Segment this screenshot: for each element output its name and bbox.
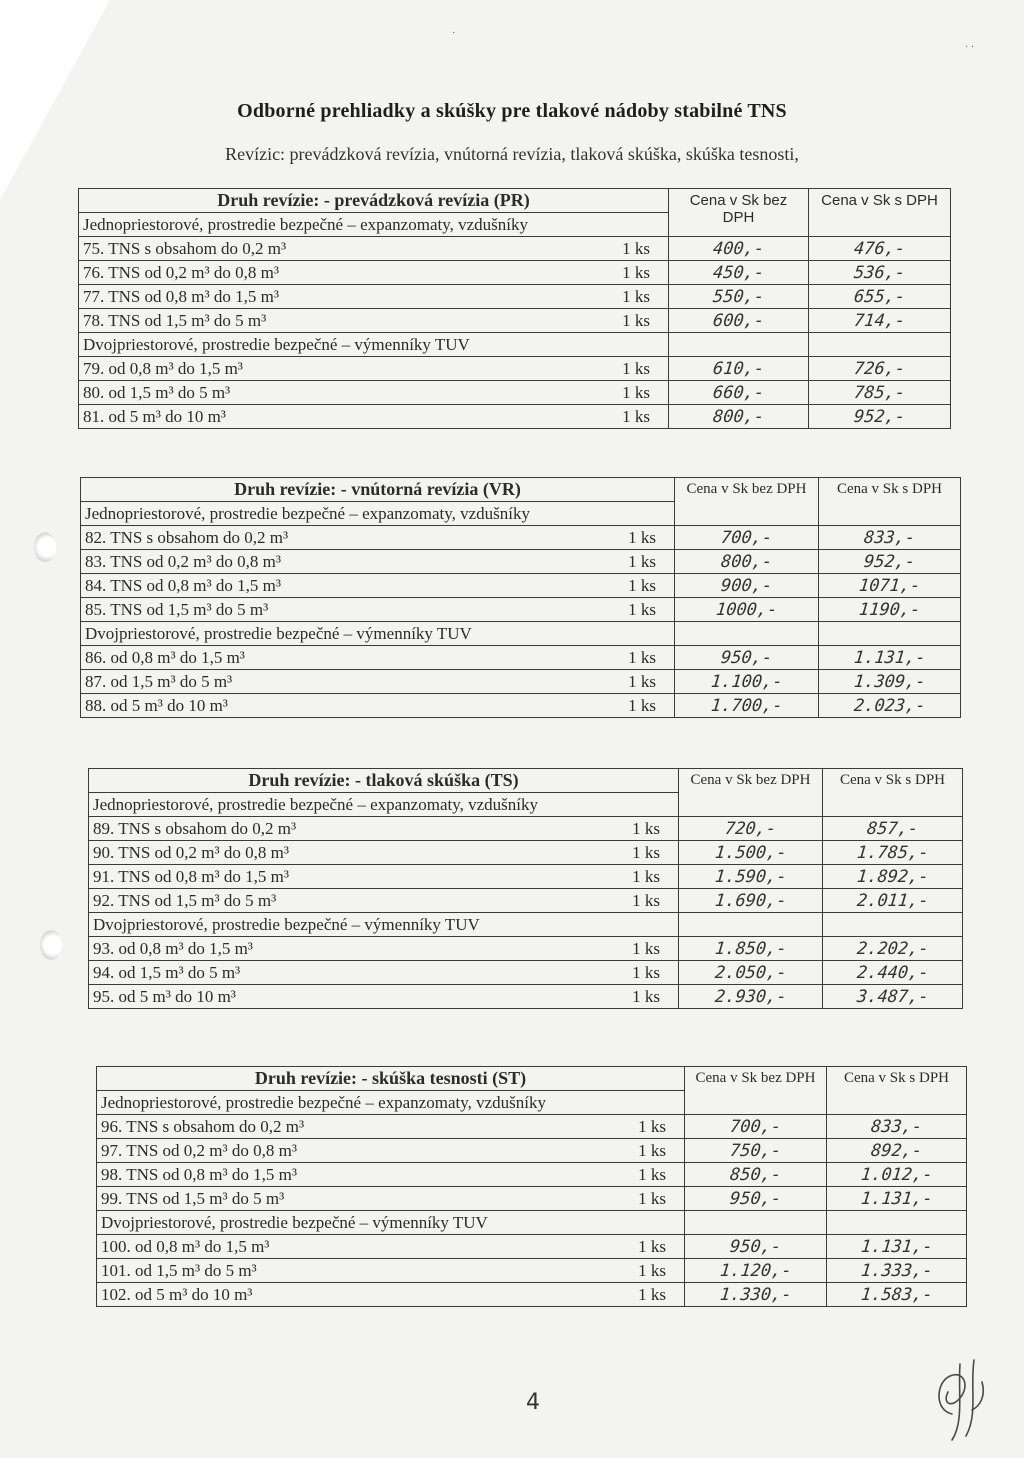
price-no-vat: 950,- bbox=[728, 1188, 783, 1209]
column-header-price-vat: Cena v Sk s DPH bbox=[819, 478, 961, 526]
row-quantity: 1 ks bbox=[632, 842, 660, 862]
table-row bbox=[89, 841, 963, 865]
group-label-double: Dvojpriestorové, prostredie bezpečné – výmenníky TUV bbox=[89, 913, 679, 937]
row-label: 94. od 1,5 m³ do 5 m³ bbox=[93, 962, 241, 982]
page-number: 4 bbox=[526, 1390, 540, 1415]
column-header-price-no-vat: Cena v Sk bez DPH bbox=[679, 769, 823, 817]
row-quantity: 1 ks bbox=[628, 695, 656, 715]
column-header-price-vat: Cena v Sk s DPH bbox=[809, 189, 951, 237]
section-heading: Druh revízie: - tlaková skúška (TS) bbox=[89, 769, 679, 793]
row-label: 76. TNS od 0,2 m³ do 0,8 m³ bbox=[83, 262, 279, 282]
row-quantity: 1 ks bbox=[632, 986, 660, 1006]
price-no-vat: 550,- bbox=[711, 286, 766, 307]
row-label: 77. TNS od 0,8 m³ do 1,5 m³ bbox=[83, 286, 279, 306]
price-no-vat: 750,- bbox=[728, 1140, 783, 1161]
page-title: Odborné prehliadky a skúšky pre tlakové nádoby stabilné TNS bbox=[237, 100, 787, 122]
table-row bbox=[89, 865, 963, 889]
price-with-vat: 1.785,- bbox=[855, 842, 930, 863]
price-no-vat: 1.120,- bbox=[718, 1260, 793, 1281]
row-quantity: 1 ks bbox=[638, 1236, 666, 1256]
price-no-vat: 800,- bbox=[719, 551, 774, 572]
price-with-vat: 726,- bbox=[852, 358, 907, 379]
row-label: 84. TNS od 0,8 m³ do 1,5 m³ bbox=[85, 575, 281, 595]
price-with-vat: 476,- bbox=[852, 238, 907, 259]
table-row bbox=[97, 1115, 967, 1139]
row-quantity: 1 ks bbox=[632, 938, 660, 958]
row-label: 102. od 5 m³ do 10 m³ bbox=[101, 1284, 253, 1304]
row-quantity: 1 ks bbox=[638, 1188, 666, 1208]
row-quantity: 1 ks bbox=[628, 551, 656, 571]
row-label: 91. TNS od 0,8 m³ do 1,5 m³ bbox=[93, 866, 289, 886]
row-quantity: 1 ks bbox=[622, 262, 650, 282]
section-heading: Druh revízie: - vnútorná revízia (VR) bbox=[81, 478, 675, 502]
row-label: 75. TNS s obsahom do 0,2 m³ bbox=[83, 238, 287, 258]
table-row bbox=[79, 405, 951, 429]
row-quantity: 1 ks bbox=[628, 671, 656, 691]
price-with-vat: 1.333,- bbox=[859, 1260, 934, 1281]
table-row bbox=[81, 550, 961, 574]
row-label: 98. TNS od 0,8 m³ do 1,5 m³ bbox=[101, 1164, 297, 1184]
price-no-vat: 950,- bbox=[728, 1236, 783, 1257]
table-skuska-tesnosti bbox=[96, 1066, 967, 1307]
price-with-vat: 1.892,- bbox=[855, 866, 930, 887]
row-quantity: 1 ks bbox=[622, 382, 650, 402]
row-quantity: 1 ks bbox=[622, 406, 650, 426]
price-with-vat: 833,- bbox=[869, 1116, 924, 1137]
row-label: 85. TNS od 1,5 m³ do 5 m³ bbox=[85, 599, 269, 619]
column-header-price-vat: Cena v Sk s DPH bbox=[827, 1067, 967, 1115]
row-quantity: 1 ks bbox=[622, 238, 650, 258]
price-no-vat: 2.050,- bbox=[713, 962, 788, 983]
row-quantity: 1 ks bbox=[622, 286, 650, 306]
price-no-vat: 400,- bbox=[711, 238, 766, 259]
table-row bbox=[81, 598, 961, 622]
column-header-price-no-vat: Cena v Sk bez DPH bbox=[669, 189, 809, 237]
row-label: 87. od 1,5 m³ do 5 m³ bbox=[85, 671, 233, 691]
row-quantity: 1 ks bbox=[622, 310, 650, 330]
price-with-vat: 857,- bbox=[865, 818, 920, 839]
handwritten-signature bbox=[930, 1352, 994, 1444]
price-no-vat: 2.930,- bbox=[713, 986, 788, 1007]
price-with-vat: 1.131,- bbox=[859, 1236, 934, 1257]
price-with-vat: 1.131,- bbox=[852, 647, 927, 668]
row-label: 88. od 5 m³ do 10 m³ bbox=[85, 695, 228, 715]
row-quantity: 1 ks bbox=[638, 1260, 666, 1280]
table-row bbox=[97, 1259, 967, 1283]
row-quantity: 1 ks bbox=[638, 1164, 666, 1184]
price-with-vat: 536,- bbox=[852, 262, 907, 283]
table-row bbox=[97, 1139, 967, 1163]
table-row bbox=[79, 261, 951, 285]
table-tlakova-skuska bbox=[88, 768, 963, 1009]
group-label-single: Jednopriestorové, prostredie bezpečné – expanzomaty, vzdušníky bbox=[81, 502, 675, 526]
table-row bbox=[89, 889, 963, 913]
row-label: 83. TNS od 0,2 m³ do 0,8 m³ bbox=[85, 551, 281, 571]
price-with-vat: 952,- bbox=[862, 551, 917, 572]
row-quantity: 1 ks bbox=[632, 962, 660, 982]
price-no-vat: 450,- bbox=[711, 262, 766, 283]
column-header-price-no-vat: Cena v Sk bez DPH bbox=[685, 1067, 827, 1115]
price-no-vat: 700,- bbox=[719, 527, 774, 548]
price-no-vat: 1.500,- bbox=[713, 842, 788, 863]
price-with-vat: 655,- bbox=[852, 286, 907, 307]
price-with-vat: 2.202,- bbox=[855, 938, 930, 959]
price-with-vat: 892,- bbox=[869, 1140, 924, 1161]
punch-hole-bottom bbox=[40, 930, 62, 960]
section-heading: Druh revízie: - skúška tesnosti (ST) bbox=[97, 1067, 685, 1091]
row-label: 79. od 0,8 m³ do 1,5 m³ bbox=[83, 358, 243, 378]
table-row bbox=[81, 646, 961, 670]
page-subtitle: Revízic: prevádzková revízia, vnútorná revízia, tlaková skúška, skúška tesnosti, bbox=[225, 144, 799, 164]
row-label: 96. TNS s obsahom do 0,2 m³ bbox=[101, 1116, 305, 1136]
row-label: 100. od 0,8 m³ do 1,5 m³ bbox=[101, 1236, 270, 1256]
table-vnutorna-revizia bbox=[80, 477, 961, 718]
row-label: 90. TNS od 0,2 m³ do 0,8 m³ bbox=[93, 842, 289, 862]
table-row bbox=[79, 381, 951, 405]
table-row bbox=[97, 1235, 967, 1259]
column-header-price-no-vat: Cena v Sk bez DPH bbox=[675, 478, 819, 526]
column-header-price-vat: Cena v Sk s DPH bbox=[823, 769, 963, 817]
price-no-vat: 800,- bbox=[711, 406, 766, 427]
price-with-vat: 2.023,- bbox=[852, 695, 927, 716]
price-no-vat: 1.700,- bbox=[709, 695, 784, 716]
row-label: 99. TNS od 1,5 m³ do 5 m³ bbox=[101, 1188, 285, 1208]
row-label: 78. TNS od 1,5 m³ do 5 m³ bbox=[83, 310, 267, 330]
group-label-single: Jednopriestorové, prostredie bezpečné – expanzomaty, vzdušníky bbox=[97, 1091, 685, 1115]
price-no-vat: 950,- bbox=[719, 647, 774, 668]
table-row bbox=[97, 1187, 967, 1211]
price-no-vat: 610,- bbox=[711, 358, 766, 379]
row-label: 92. TNS od 1,5 m³ do 5 m³ bbox=[93, 890, 277, 910]
price-no-vat: 600,- bbox=[711, 310, 766, 331]
row-label: 95. od 5 m³ do 10 m³ bbox=[93, 986, 236, 1006]
price-with-vat: 785,- bbox=[852, 382, 907, 403]
price-no-vat: 1.690,- bbox=[713, 890, 788, 911]
row-label: 97. TNS od 0,2 m³ do 0,8 m³ bbox=[101, 1140, 297, 1160]
price-with-vat: 1071,- bbox=[857, 575, 922, 596]
row-quantity: 1 ks bbox=[638, 1116, 666, 1136]
price-no-vat: 1.590,- bbox=[713, 866, 788, 887]
table-row bbox=[97, 1283, 967, 1307]
row-label: 81. od 5 m³ do 10 m³ bbox=[83, 406, 226, 426]
row-quantity: 1 ks bbox=[632, 818, 660, 838]
row-quantity: 1 ks bbox=[638, 1140, 666, 1160]
table-row bbox=[79, 357, 951, 381]
price-with-vat: 1.012,- bbox=[859, 1164, 934, 1185]
price-with-vat: 952,- bbox=[852, 406, 907, 427]
row-label: 86. od 0,8 m³ do 1,5 m³ bbox=[85, 647, 245, 667]
row-quantity: 1 ks bbox=[638, 1284, 666, 1304]
row-quantity: 1 ks bbox=[622, 358, 650, 378]
row-quantity: 1 ks bbox=[628, 575, 656, 595]
row-label: 93. od 0,8 m³ do 1,5 m³ bbox=[93, 938, 253, 958]
price-with-vat: 1.131,- bbox=[859, 1188, 934, 1209]
row-label: 80. od 1,5 m³ do 5 m³ bbox=[83, 382, 231, 402]
table-row bbox=[79, 237, 951, 261]
price-no-vat: 1000,- bbox=[714, 599, 779, 620]
price-with-vat: 833,- bbox=[862, 527, 917, 548]
price-with-vat: 714,- bbox=[852, 310, 907, 331]
table-row bbox=[81, 670, 961, 694]
group-label-double: Dvojpriestorové, prostredie bezpečné – výmenníky TUV bbox=[81, 622, 675, 646]
row-quantity: 1 ks bbox=[628, 647, 656, 667]
row-label: 101. od 1,5 m³ do 5 m³ bbox=[101, 1260, 257, 1280]
group-label-single: Jednopriestorové, prostredie bezpečné – expanzomaty, vzdušníky bbox=[89, 793, 679, 817]
price-no-vat: 900,- bbox=[719, 575, 774, 596]
table-row bbox=[81, 694, 961, 718]
price-no-vat: 1.100,- bbox=[709, 671, 784, 692]
row-label: 89. TNS s obsahom do 0,2 m³ bbox=[93, 818, 297, 838]
table-row bbox=[81, 574, 961, 598]
price-with-vat: 1190,- bbox=[857, 599, 922, 620]
row-quantity: 1 ks bbox=[632, 866, 660, 886]
row-quantity: 1 ks bbox=[628, 599, 656, 619]
group-label-double: Dvojpriestorové, prostredie bezpečné – výmenníky TUV bbox=[79, 333, 669, 357]
price-no-vat: 720,- bbox=[723, 818, 778, 839]
price-no-vat: 850,- bbox=[728, 1164, 783, 1185]
group-label-double: Dvojpriestorové, prostredie bezpečné – výmenníky TUV bbox=[97, 1211, 685, 1235]
price-with-vat: 3.487,- bbox=[855, 986, 930, 1007]
row-quantity: 1 ks bbox=[628, 527, 656, 547]
table-row bbox=[89, 961, 963, 985]
scan-speck: · · bbox=[965, 42, 975, 53]
price-no-vat: 1.850,- bbox=[713, 938, 788, 959]
row-label: 82. TNS s obsahom do 0,2 m³ bbox=[85, 527, 289, 547]
group-label-single: Jednopriestorové, prostredie bezpečné – expanzomaty, vzdušníky bbox=[79, 213, 669, 237]
table-row bbox=[89, 985, 963, 1009]
price-with-vat: 1.583,- bbox=[859, 1284, 934, 1305]
table-row bbox=[89, 937, 963, 961]
section-heading: Druh revízie: - prevádzková revízia (PR) bbox=[79, 189, 669, 213]
scan-speck: · bbox=[452, 28, 456, 39]
table-row bbox=[81, 526, 961, 550]
price-with-vat: 2.440,- bbox=[855, 962, 930, 983]
table-row bbox=[79, 309, 951, 333]
table-row bbox=[97, 1163, 967, 1187]
row-quantity: 1 ks bbox=[632, 890, 660, 910]
price-with-vat: 2.011,- bbox=[855, 890, 930, 911]
price-no-vat: 1.330,- bbox=[718, 1284, 793, 1305]
punch-hole-top bbox=[34, 532, 56, 562]
price-no-vat: 700,- bbox=[728, 1116, 783, 1137]
table-prevadzkova-revizia bbox=[78, 188, 951, 429]
table-row bbox=[89, 817, 963, 841]
price-no-vat: 660,- bbox=[711, 382, 766, 403]
price-with-vat: 1.309,- bbox=[852, 671, 927, 692]
table-row bbox=[79, 285, 951, 309]
